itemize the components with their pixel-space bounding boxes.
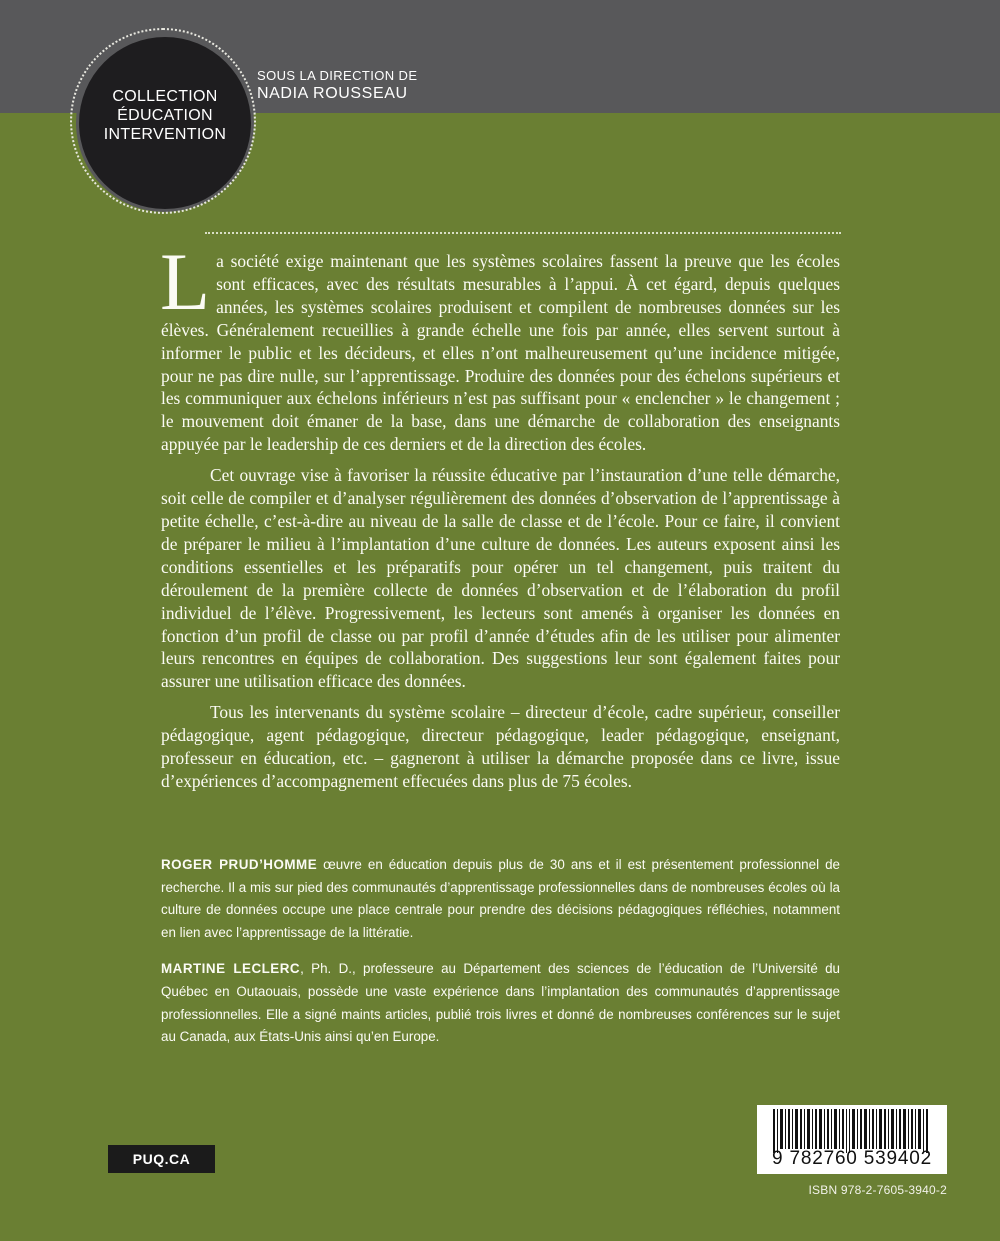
- summary-paragraph-1: [160, 236, 840, 456]
- isbn-label: ISBN 978-2-7605-3940-2: [808, 1183, 947, 1197]
- author-bio-2: [161, 958, 840, 1048]
- collection-line-3: INTERVENTION: [103, 126, 227, 143]
- collection-badge: [79, 37, 251, 209]
- collection-line-1: COLLECTION: [112, 88, 218, 105]
- author-bio-2-text: , Ph. D., professeure au Département des sciences de l’éducation de l’Université du Québec en Outaouais, possède une vaste expérience dans l’implantation des communautés d’apprentissage professionnelles. Elle a signé maints articles, publié trois livres et donné de nombreuses conférences sur le sujet au Canada, aux États-Unis ainsi qu’en Europe.: [161, 961, 841, 1045]
- publisher-label: PUQ.CA: [108, 1145, 215, 1173]
- author-bio-1: [161, 854, 840, 944]
- barcode: [757, 1105, 947, 1174]
- drop-cap: L: [160, 236, 211, 327]
- author-name-1: ROGER PRUD’HOMME: [161, 857, 318, 872]
- collection-line-2: ÉDUCATION: [117, 107, 213, 124]
- direction-label: SOUS LA DIRECTION DE: [257, 68, 418, 83]
- collection-label: [79, 87, 251, 144]
- summary-text: [160, 236, 840, 793]
- author-bio-1-text: œuvre en éducation depuis plus de 30 ans et il est présentement professionnel de recherche. Il a mis sur pied des communautés d’apprentissage professionnelles dans de nombreuses écoles où la culture de données occupe une place centrale pour prendre des décisions pédagogiques réfléchies, notamment en lien avec l’apprentissage de la littératie.: [161, 857, 840, 940]
- author-name-2: MARTINE LECLERC: [161, 961, 301, 977]
- summary-paragraph-2: Cet ouvrage vise à favoriser la réussite éducative par l’instauration d’une telle démarche, soit celle de compiler et d’analyser régulièrement des données d’observation de l’apprentissage à petite échelle, c’est-à-dire au niveau de la salle de classe et de l’école. Pour ce faire, il convient de préparer le milieu à l’implantation d’une culture de données. Les auteurs exposent ainsi les conditions essentielles et les préparatifs pour opérer un tel changement, puis traitent du déroulement de la première collecte de données d’observation et de l’élaboration du profil individuel de l’élève. Progressivement, les lecteurs sont amenés à organiser les données en fonction d’un profil de classe ou par profil d’année d’études afin de les utiliser pour alimenter leurs rencontres en équipes de collaboration. Des suggestions leur sont également faites pour assurer une utilisation efficace des données.: [161, 465, 840, 692]
- author-bios: [161, 854, 840, 1063]
- barcode-number: 9 782760 539402: [772, 1148, 932, 1169]
- editor-name: NADIA ROUSSEAU: [257, 85, 408, 102]
- summary-paragraph-1-text: a société exige maintenant que les systèmes scolaires fassent la preuve que les écoles sont efficaces, avec des résultats mesurables à l’appui. À cet égard, depuis quelques années, les systèmes scolaires produisent et compilent de nombreuses données sur les élèves. Généralement recueillies à grande échelle une fois par année, elles servent surtout à informer le public et les décideurs, et elles n’ont malheureusement qu’une incidence mitigée, pour ne pas dire nulle, sur l’apprentissage. Produire des données pour des échelons supérieurs et les communiquer aux échelons inférieurs n’est pas suffisant pour « enclencher » le changement ; le mouvement doit émaner de la base, dans une démarche de collaboration des enseignants appuyée par le leadership de ces derniers et de la direction des écoles.: [161, 251, 840, 455]
- editor-credit: [257, 68, 417, 104]
- summary-paragraph-3: Tous les intervenants du système scolaire – directeur d’école, cadre supérieur, conseiller pédagogique, agent pédagogique, directeur pédagogique, leader pédagogique, enseignant, professeur en éducation, etc. – gagneront à utiliser la démarche proposée dans ce livre, issue d’expériences d’accompagnement effecuées dans plus de 75 écoles.: [161, 702, 840, 791]
- dotted-divider: [205, 232, 841, 234]
- barcode-bars: [765, 1109, 939, 1153]
